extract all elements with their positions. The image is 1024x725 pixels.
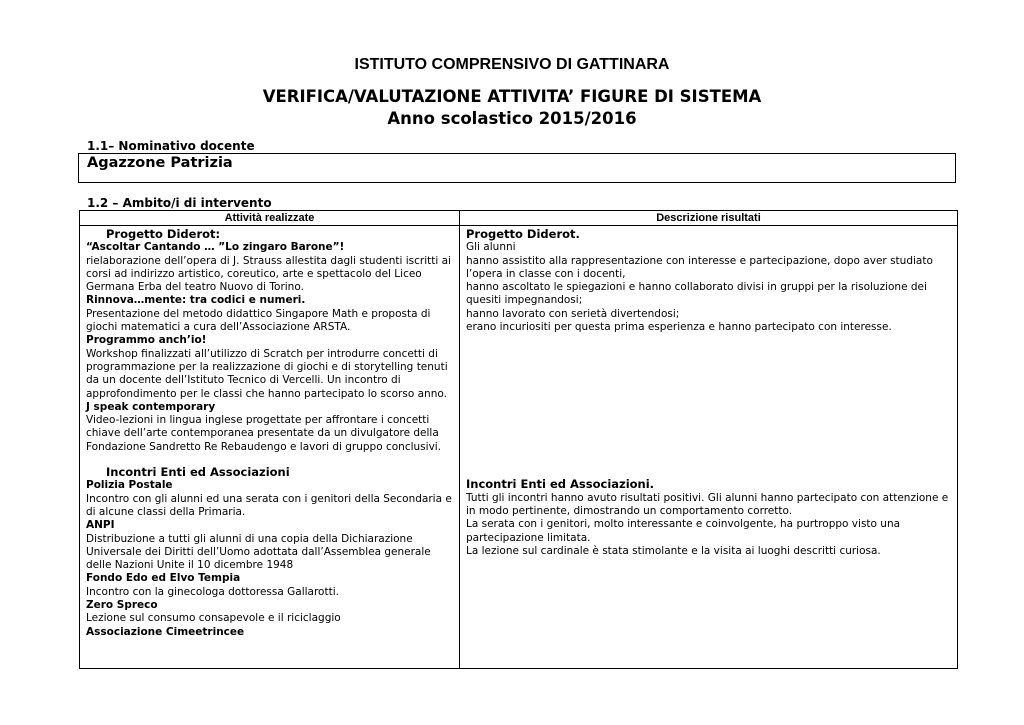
activity-description: rielaborazione dell’opera di J. Strauss allestita dagli studenti iscritti ai corsi ad indirizzo artistico, coreutico, arte e spettacolo del Liceo Germana Erba del teatro Nuovo di Torino.	[86, 254, 451, 294]
institute-title: ISTITUTO COMPRENSIVO DI GATTINARA	[354, 56, 670, 73]
section-2-label: 1.2 – Ambito/i di intervento	[87, 196, 272, 210]
activity-description: Incontro con la ginecologa dottoressa Gallarotti.	[86, 585, 339, 598]
activity-description: Lezione sul consumo consapevole e il riciclaggio	[86, 612, 341, 625]
activity-title: Rinnova…mente: tra codici e numeri.	[86, 294, 306, 307]
activity-description: Presentazione del metodo didattico Singapore Math e proposta di giochi matematici a cura dell’Associazione ARSTA.	[86, 307, 431, 334]
activity-title: “Ascoltar Cantando … ”Lo zingaro Barone”!	[86, 241, 345, 254]
section-1-label: 1.1– Nominativo docente	[87, 139, 255, 153]
column-header-results: Descrizione risultati	[460, 211, 958, 226]
activity-description: Distribuzione a tutti gli alunni di una copia della Dichiarazione Universale dei Diritti dell’Uomo adottata dall’Assemblea generale delle Nazioni Unite il 10 dicembre 1948	[86, 532, 431, 572]
table-header-row	[80, 211, 958, 226]
activity-title: Fondo Edo ed Elvo Tempia	[86, 572, 241, 585]
diderot-heading: Progetto Diderot:	[106, 227, 221, 241]
teacher-name-box	[78, 153, 956, 183]
activity-description: Incontro con gli alunni ed una serata con i genitori della Secondaria e di alcune classi della Primaria.	[86, 492, 452, 518]
results-cell	[460, 226, 958, 669]
document-title	[0, 86, 1024, 130]
result-line: La lezione sul cardinale è stata stimolante e la visita ai luoghi descritti curiosa.	[466, 544, 881, 557]
activity-title: Programmo anch’io!	[86, 334, 207, 347]
activity-title: J speak contemporary	[86, 400, 216, 413]
result-line: Gli alunni	[466, 241, 516, 254]
title-line-1: VERIFICA/VALUTAZIONE ATTIVITA’ FIGURE DI SISTEMA	[262, 87, 762, 106]
activities-table	[79, 210, 958, 669]
result-line: erano incuriositi per questa prima esperienza e hanno partecipato con interesse.	[466, 321, 892, 334]
activity-title: Polizia Postale	[86, 479, 173, 492]
activity-title: Associazione Cimeetrincee	[86, 625, 245, 638]
result-line: hanno ascoltato le spiegazioni e hanno collaborato divisi in gruppi per la risoluzione dei quesiti impegnandosi;	[466, 281, 927, 307]
result-line: La serata con i genitori, molto interessante e coinvolgente, ha purtroppo visto una partecipazione limitata.	[466, 518, 901, 544]
diderot-results-heading: Progetto Diderot.	[466, 227, 580, 241]
result-line: hanno lavorato con serietà divertendosi;	[466, 307, 680, 320]
activity-title: ANPI	[86, 519, 115, 532]
activities-cell	[80, 226, 460, 669]
activity-description: Video-lezioni in lingua inglese progettate per affrontare i concetti chiave dell’arte contemporanea presentate da un divulgatore della Fondazione Sandretto Re Rebaudengo e lavori di gruppo conclusivi.	[86, 414, 442, 453]
activity-description: Workshop finalizzati all’utilizzo di Scratch per introdurre concetti di programmazione per la realizzazione di giochi e di storytelling tenuti da un docente dell’Istituto Tecnico di Vercelli. Un incontro di approfondimento per le classi che hanno partecipato lo scorso anno.	[86, 347, 448, 400]
table-row	[80, 226, 958, 669]
teacher-name: Agazzone Patrizia	[87, 155, 233, 171]
result-line: Tutti gli incontri hanno avuto risultati positivi. Gli alunni hanno partecipato con attenzione e in modo pertinente, dimostrando un comportamento corretto.	[466, 491, 949, 517]
column-header-activities: Attività realizzate	[80, 211, 460, 226]
incontri-results-heading: Incontri Enti ed Associazioni.	[466, 477, 655, 492]
activity-title: Zero Spreco	[86, 599, 158, 612]
title-line-2: Anno scolastico 2015/2016	[387, 109, 637, 128]
incontri-heading: Incontri Enti ed Associazioni	[106, 465, 290, 480]
result-line: hanno assistito alla rappresentazione con interesse e partecipazione, dopo aver studiato l’opera in classe con i docenti,	[466, 254, 933, 280]
